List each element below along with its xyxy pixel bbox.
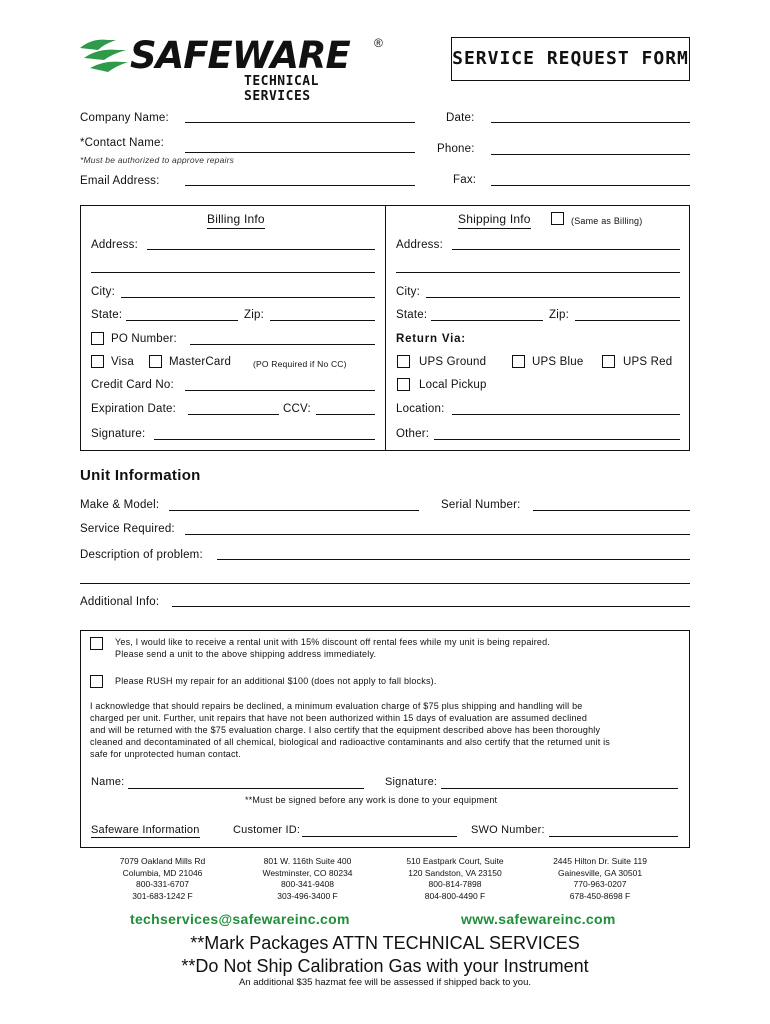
shipping-zip-label: Zip: (549, 309, 569, 321)
location-fax: 678-450-8698 F (569, 890, 631, 901)
location-sandston (390, 856, 520, 902)
mastercard-checkbox[interactable] (149, 355, 162, 368)
logo-name: SAFEWARE (130, 34, 350, 77)
phone-label: Phone: (437, 143, 475, 155)
swo-number-field[interactable] (549, 836, 678, 837)
no-calibration-gas-notice: **Do Not Ship Calibration Gas with your Instrument (181, 956, 589, 976)
same-as-billing-label: (Same as Billing) (571, 216, 643, 226)
shipping-state-label: State: (396, 309, 428, 321)
billing-state-field[interactable] (126, 320, 238, 321)
credit-card-field[interactable] (185, 390, 375, 391)
location-phone: 800-331-6707 (136, 879, 189, 889)
fax-field[interactable] (491, 185, 690, 186)
rental-text-1: Yes, I would like to receive a rental unit with 15% discount off rental fees while my unit is being repaired. (115, 637, 551, 647)
location-fax: 301-683-1242 F (132, 890, 193, 901)
location-columbia (100, 856, 225, 902)
contact-name-label: *Contact Name: (80, 137, 164, 149)
location-label: Location: (396, 403, 445, 415)
form-title-box (451, 37, 690, 81)
customer-id-label: Customer ID: (233, 824, 301, 836)
email-field[interactable] (185, 185, 415, 186)
terms-name-field[interactable] (128, 788, 364, 789)
serial-number-label: Serial Number: (441, 499, 521, 511)
shipping-city-field[interactable] (426, 297, 680, 298)
hazmat-fee-notice: An additional $35 hazmat fee will be assessed if shipped back to you. (238, 977, 532, 988)
acknowledge-text-3: and will be returned with the $75 evaluation charge. I also certify that the equipment described above has been thoroughly (90, 725, 601, 735)
billing-address-label: Address: (91, 239, 138, 251)
billing-zip-label: Zip: (244, 309, 264, 321)
rush-text: Please RUSH my repair for an additional $100 (does not apply to fall blocks). (115, 676, 437, 686)
rental-checkbox[interactable] (90, 637, 103, 650)
location-address-1: 2445 Hilton Dr. Suite 119 (553, 856, 647, 866)
date-label: Date: (446, 112, 475, 124)
form-title: SERVICE REQUEST FORM (452, 48, 689, 69)
mastercard-label: MasterCard (169, 356, 232, 368)
return-via-label: Return Via: (396, 333, 466, 345)
rush-checkbox[interactable] (90, 675, 103, 688)
location-address-1: 7079 Oakland Mills Rd (119, 856, 206, 866)
footer-website-link[interactable]: www.safewareinc.com (461, 911, 616, 927)
local-pickup-checkbox[interactable] (397, 378, 410, 391)
service-required-label: Service Required: (80, 523, 175, 535)
location-field[interactable] (452, 414, 680, 415)
serial-number-field[interactable] (533, 510, 690, 511)
ups-red-checkbox[interactable] (602, 355, 615, 368)
company-name-field[interactable] (185, 122, 415, 123)
other-field[interactable] (434, 439, 680, 440)
po-number-field[interactable] (190, 344, 375, 345)
local-pickup-label: Local Pickup (419, 379, 487, 391)
additional-info-field[interactable] (172, 606, 690, 607)
expiration-field[interactable] (188, 414, 279, 415)
location-address-2: Columbia, MD 21046 (122, 867, 203, 878)
billing-city-label: City: (91, 286, 115, 298)
billing-signature-field[interactable] (154, 439, 375, 440)
location-address-2: Westminster, CO 80234 (262, 867, 353, 878)
logo-leaf-icon (78, 38, 130, 78)
same-as-billing-checkbox[interactable] (551, 212, 564, 225)
location-phone: 800-341-9408 (281, 879, 334, 889)
ups-blue-checkbox[interactable] (512, 355, 525, 368)
terms-name-label: Name: (91, 776, 125, 788)
shipping-state-field[interactable] (431, 320, 543, 321)
ups-ground-label: UPS Ground (419, 356, 487, 368)
expiration-label: Expiration Date: (91, 403, 177, 415)
shipping-address-field[interactable] (452, 249, 680, 250)
date-field[interactable] (491, 122, 690, 123)
make-model-field[interactable] (169, 510, 419, 511)
contact-name-field[interactable] (185, 152, 415, 153)
logo-reg: ® (374, 36, 383, 50)
location-address-1: 510 Eastpark Court, Suite (406, 856, 504, 866)
ups-red-label: UPS Red (623, 356, 673, 368)
ups-ground-checkbox[interactable] (397, 355, 410, 368)
shipping-city-label: City: (396, 286, 420, 298)
email-label: Email Address: (80, 175, 160, 187)
po-number-label: PO Number: (111, 333, 177, 345)
description-field-2[interactable] (80, 583, 690, 584)
customer-id-field[interactable] (302, 836, 457, 837)
make-model-label: Make & Model: (80, 499, 160, 511)
billing-signature-label: Signature: (91, 428, 146, 440)
terms-signature-label: Signature: (385, 776, 438, 788)
location-westminster (245, 856, 370, 902)
unit-information-heading: Unit Information (80, 467, 201, 484)
contact-note: *Must be authorized to approve repairs (80, 155, 235, 165)
shipping-address-label: Address: (396, 239, 443, 251)
po-required-note: (PO Required if No CC) (253, 359, 347, 369)
terms-signature-field[interactable] (441, 788, 678, 789)
ccv-field[interactable] (316, 414, 375, 415)
swo-number-label: SWO Number: (471, 824, 545, 836)
visa-checkbox[interactable] (91, 355, 104, 368)
acknowledge-text-1: I acknowledge that should repairs be declined, a minimum evaluation charge of $75 plus shipping and handling will be (90, 701, 583, 711)
acknowledge-text-2: charged per unit. Further, unit repairs that have not been authorized within 15 days of evaluation are assumed declined (90, 713, 588, 723)
shipping-address-field-2[interactable] (396, 272, 680, 273)
company-name-label: Company Name: (80, 112, 169, 124)
visa-label: Visa (111, 356, 134, 368)
shipping-title: Shipping Info (458, 212, 531, 229)
other-label: Other: (396, 428, 430, 440)
billing-title: Billing Info (207, 212, 265, 229)
location-gainesville (535, 856, 665, 902)
logo-subtitle: TECHNICAL SERVICES (244, 74, 319, 104)
location-phone: 770-963-0207 (573, 879, 627, 889)
shipping-zip-field[interactable] (575, 320, 680, 321)
fax-label: Fax: (453, 174, 477, 186)
rental-text-2: Please send a unit to the above shipping address immediately. (115, 649, 377, 659)
location-fax: 303-496-3400 F (277, 890, 338, 901)
description-field[interactable] (217, 559, 690, 560)
location-address-2: 120 Sandston, VA 23150 (408, 867, 502, 878)
footer-email-link[interactable]: techservices@safewareinc.com (130, 911, 350, 927)
location-phone: 800-814-7898 (428, 879, 482, 889)
description-label: Description of problem: (80, 549, 203, 561)
location-address-2: Gainesville, GA 30501 (557, 867, 643, 878)
billing-state-label: State: (91, 309, 123, 321)
billing-address-field-2[interactable] (91, 272, 375, 273)
billing-address-field[interactable] (147, 249, 375, 250)
po-number-checkbox[interactable] (91, 332, 104, 345)
service-required-field[interactable] (185, 534, 690, 535)
acknowledge-text-5: safe for unprotected human contact. (90, 749, 242, 759)
logo (78, 34, 388, 104)
billing-city-field[interactable] (121, 297, 375, 298)
acknowledge-text-4: cleaned and decontaminated of all chemical, biological and radioactive contaminants and also certify that the returned unit is (90, 737, 610, 747)
billing-zip-field[interactable] (270, 320, 375, 321)
ccv-label: CCV: (283, 403, 311, 415)
billing-shipping-divider (385, 205, 386, 451)
credit-card-label: Credit Card No: (91, 379, 174, 391)
mark-packages-notice: **Mark Packages ATTN TECHNICAL SERVICES (190, 933, 580, 953)
location-address-1: 801 W. 116th Suite 400 (263, 856, 352, 866)
additional-info-label: Additional Info: (80, 596, 160, 608)
safeware-information-label: Safeware Information (91, 824, 200, 836)
signed-note: **Must be signed before any work is done to your equipment (245, 795, 498, 805)
location-fax: 804-800-4490 F (424, 890, 486, 901)
ups-blue-label: UPS Blue (532, 356, 584, 368)
phone-field[interactable] (491, 154, 690, 155)
